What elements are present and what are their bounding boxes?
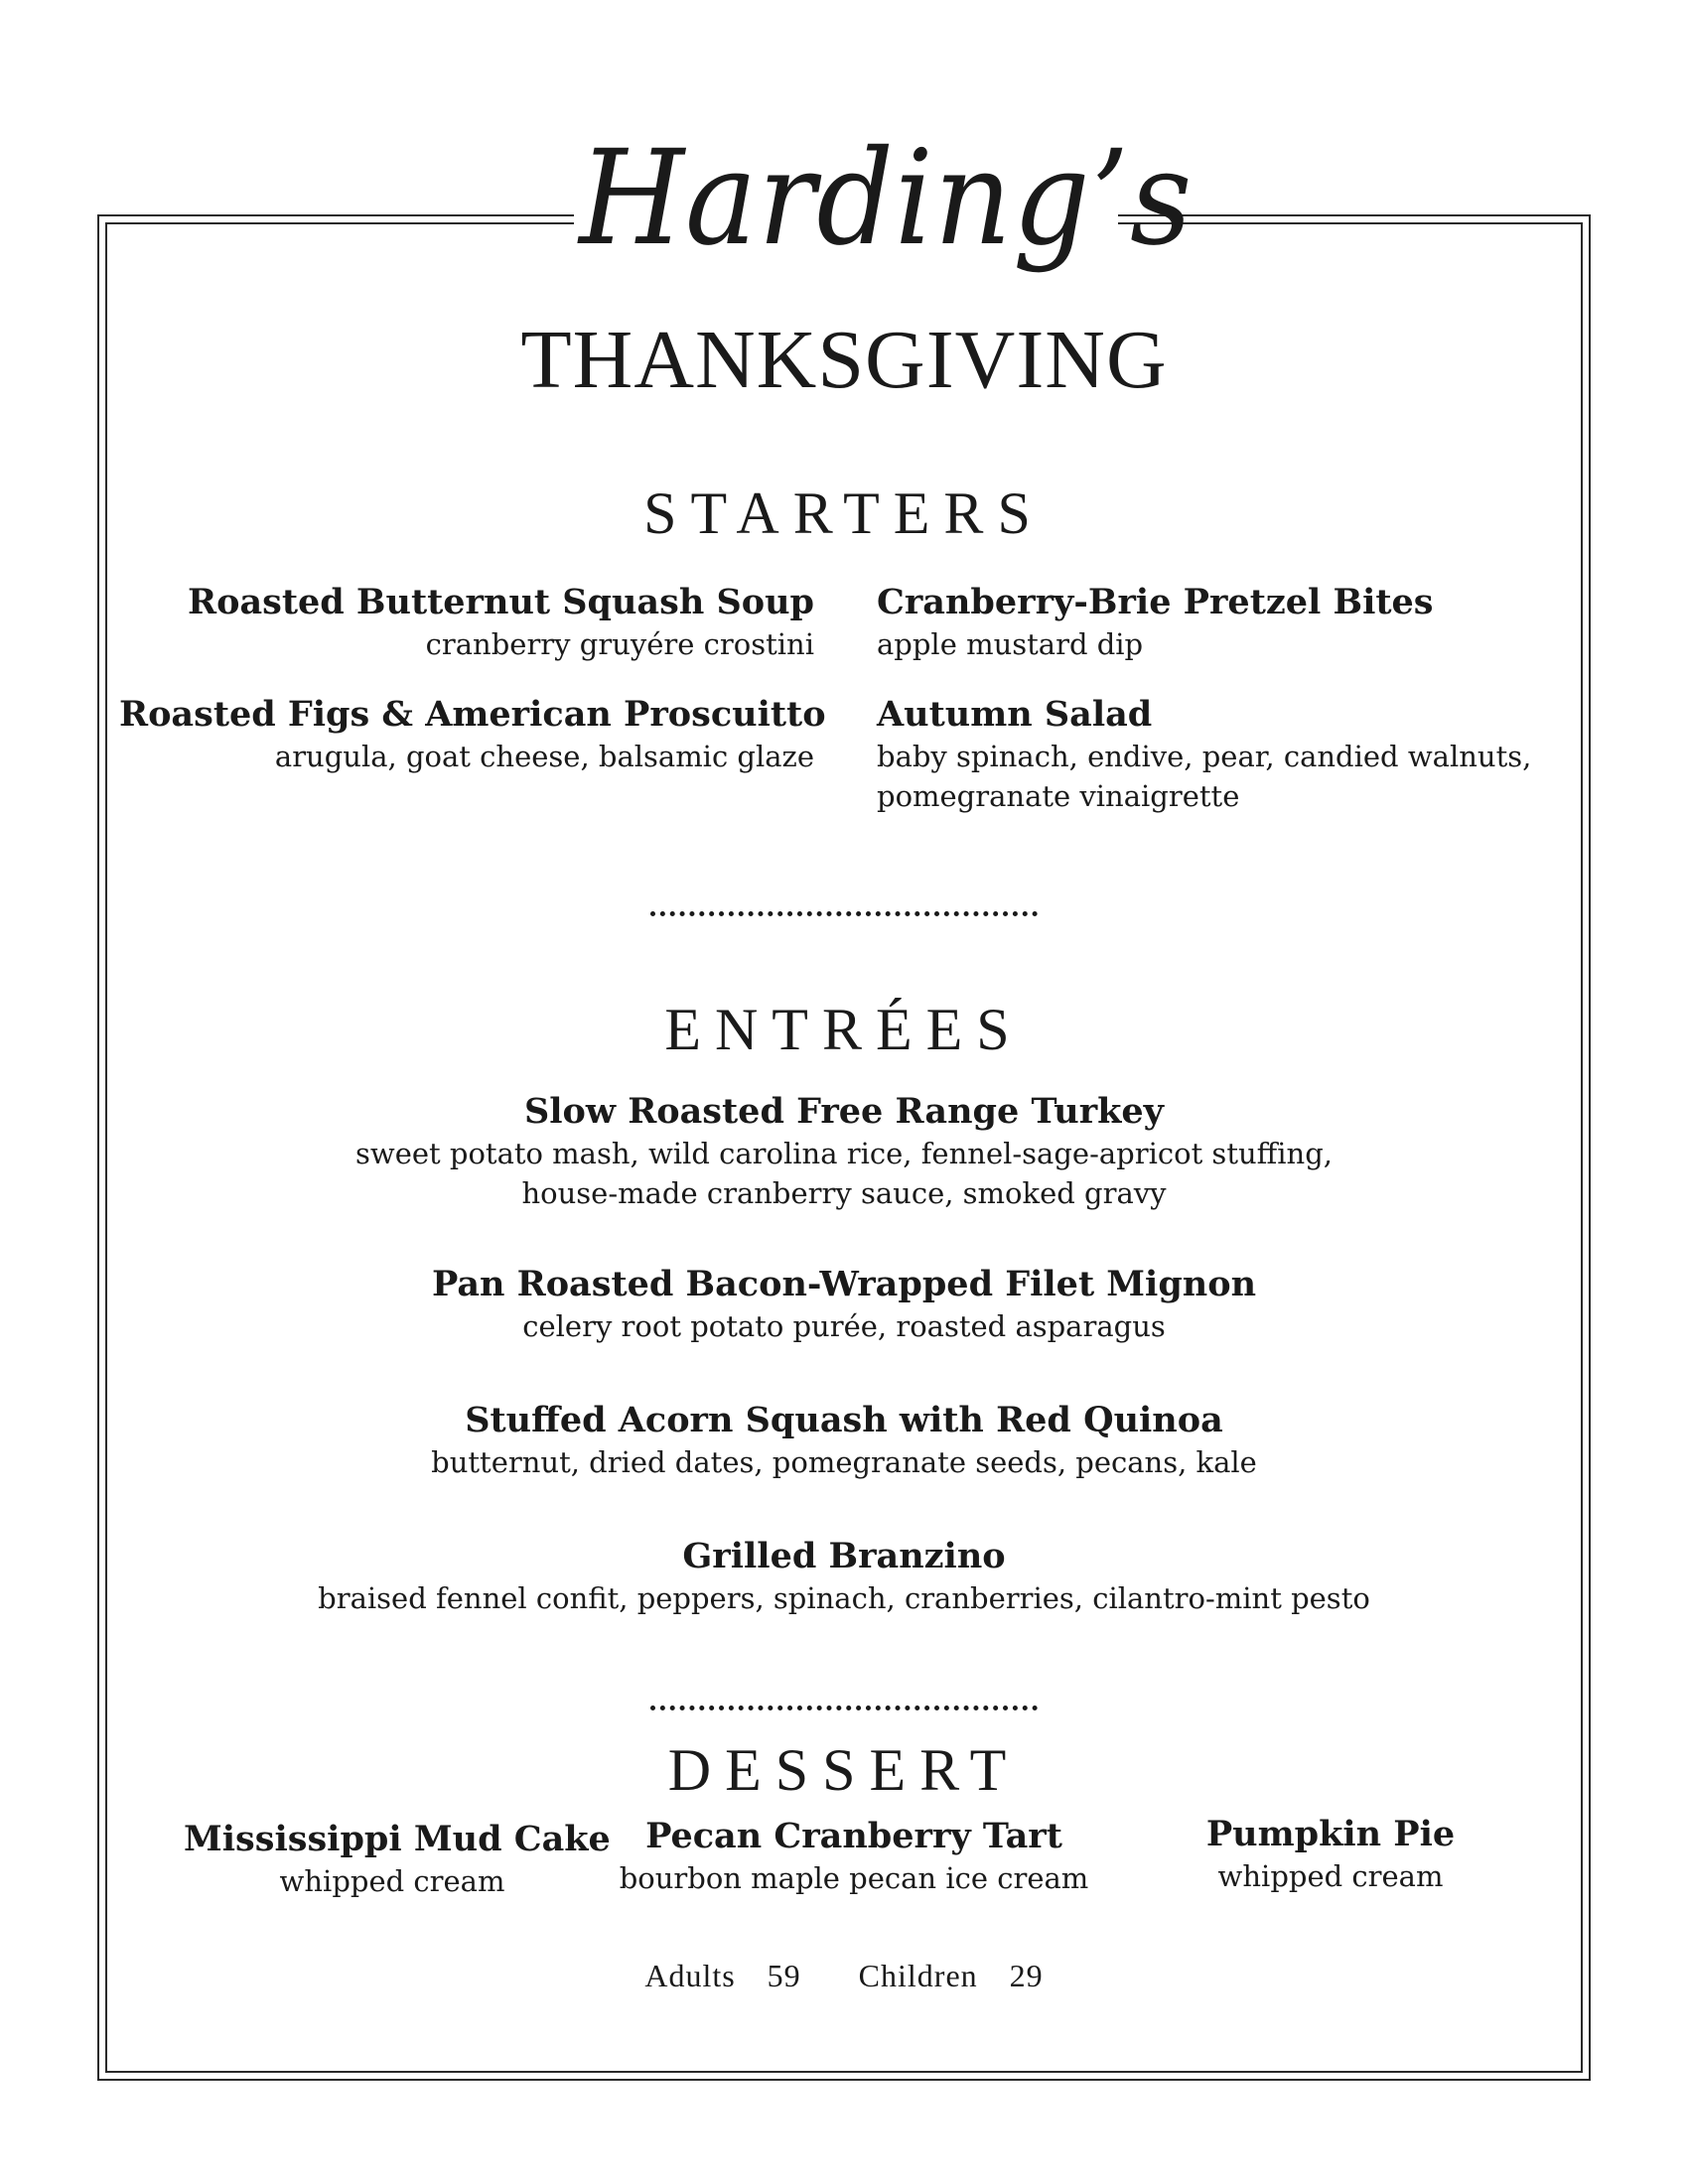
dish-name: Grilled Branzino	[682, 1536, 1006, 1576]
adults-price: 59	[767, 1958, 801, 1993]
dotted-divider	[650, 911, 1038, 916]
entrees-heading: ENTRÉES	[664, 997, 1024, 1062]
dish-description: apple mustard dip	[877, 627, 1144, 661]
dish-name: Pumpkin Pie	[1205, 1814, 1456, 1854]
dish-name: Pecan Cranberry Tart	[645, 1816, 1062, 1856]
dish-description: whipped cream	[1217, 1859, 1444, 1893]
entree-item	[0, 1090, 1688, 1213]
dish-description: house-made cranberry sauce, smoked gravy	[521, 1176, 1167, 1210]
entree-item	[0, 1263, 1688, 1346]
starter-item	[119, 581, 814, 664]
dish-name: Autumn Salad	[877, 694, 1153, 735]
dish-name: Mississippi Mud Cake	[184, 1819, 611, 1859]
dish-name: Roasted Figs & American Proscuitto	[119, 694, 826, 735]
entree-item	[0, 1399, 1688, 1482]
adults-label: Adults	[644, 1958, 736, 1993]
dessert-item	[1132, 1813, 1529, 1896]
children-price: 29	[1009, 1958, 1044, 1993]
entree-item	[0, 1535, 1688, 1618]
dish-description: cranberry gruyére crostini	[425, 627, 814, 661]
dessert-item	[606, 1815, 1102, 1898]
dish-description: arugula, goat cheese, balsamic glaze	[274, 740, 814, 773]
dish-name: Slow Roasted Free Range Turkey	[523, 1091, 1165, 1132]
dotted-divider	[650, 1706, 1038, 1710]
dish-name: Roasted Butternut Squash Soup	[188, 582, 814, 622]
dish-description: sweet potato mash, wild carolina rice, fennel-sage-apricot stuffing,	[354, 1137, 1333, 1170]
dish-name: Pan Roasted Bacon-Wrapped Filet Mignon	[431, 1264, 1257, 1304]
dessert-heading: DESSERT	[667, 1737, 1021, 1803]
starter-item	[119, 693, 826, 776]
children-label: Children	[858, 1958, 978, 1993]
dish-description: baby spinach, endive, pear, candied walnuts,	[877, 740, 1532, 773]
dish-name: Stuffed Acorn Squash with Red Quinoa	[465, 1400, 1223, 1440]
dish-description: celery root potato purée, roasted asparagus	[522, 1309, 1166, 1343]
menu-title: THANKSGIVING	[520, 314, 1168, 406]
dish-description: whipped cream	[279, 1864, 505, 1898]
starters-heading: STARTERS	[643, 480, 1045, 546]
dish-description: butternut, dried dates, pomegranate seeds, pecans, kale	[431, 1445, 1257, 1479]
price-line	[0, 1956, 1688, 1995]
dish-name: Cranberry-Brie Pretzel Bites	[877, 582, 1434, 622]
dish-description: pomegranate vinaigrette	[877, 779, 1240, 813]
restaurant-logo: Harding’s	[579, 122, 1194, 275]
starter-item	[877, 581, 1572, 664]
dish-description: bourbon maple pecan ice cream	[619, 1861, 1089, 1895]
starter-item	[877, 693, 1572, 816]
dessert-item	[184, 1818, 611, 1901]
dish-description: braised fennel confit, peppers, spinach, cranberries, cilantro-mint pesto	[318, 1581, 1370, 1615]
